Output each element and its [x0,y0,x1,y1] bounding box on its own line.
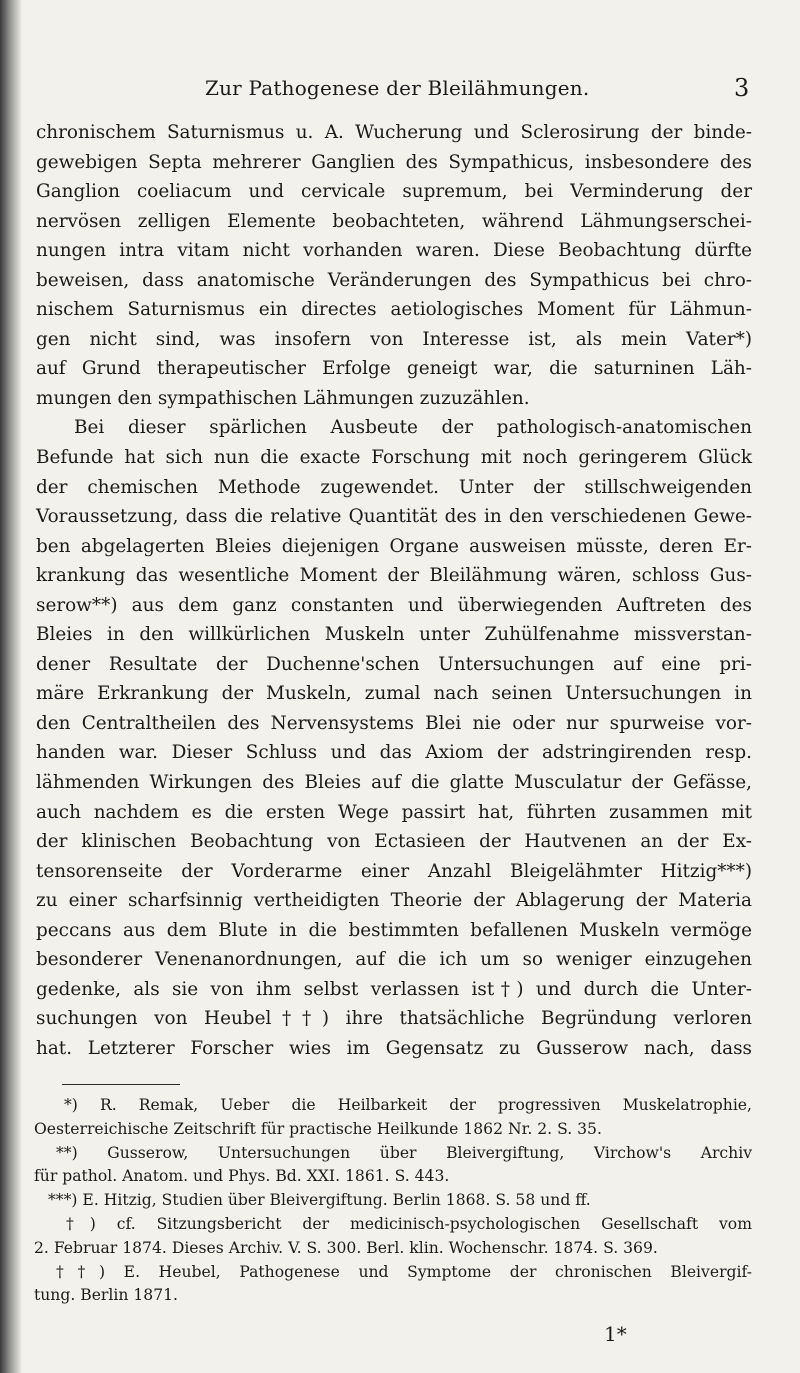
text-line: lähmenden Wirkungen des Bleies auf die glatte Musculatur der Gefässe, [36,772,752,794]
text-line: besonderer Venenanordnungen, auf die ich um so weniger einzugehen [36,949,752,971]
text-line: Befunde hat sich nun die exacte Forschung mit noch geringerem Glück [36,447,752,469]
footnote-line: ††) E. Heubel, Pathogenese und Symptome der chronischen Bleivergif- [56,1262,752,1281]
text-line: gewebigen Septa mehrerer Ganglien des Sympathicus, insbesondere des [36,151,752,173]
text-line: der chemischen Methode zugewendet. Unter der stillschweigenden [36,476,752,498]
text-line: serow**) aus dem ganz constanten und überwiegenden Auftreten des [36,594,752,616]
footnote-line: 2. Februar 1874. Dieses Archiv. V. S. 300. Berl. klin. Wochenschr. 1874. S. 369. [34,1238,658,1257]
page-number: 3 [734,74,750,102]
text-line: mungen den sympathischen Lähmungen zuzuzählen. [36,387,530,409]
footnote-line: tung. Berlin 1871. [34,1286,179,1305]
text-line: krankung das wesentliche Moment der Bleilähmung wären, schloss Gus- [36,565,752,587]
footnote-line: Oesterreichische Zeitschrift für practische Heilkunde 1862 Nr. 2. S. 35. [34,1119,602,1138]
footnote-line: ***) E. Hitzig, Studien über Bleivergiftung. Berlin 1868. S. 58 und ff. [48,1191,591,1210]
footnote-line: *) R. Remak, Ueber die Heilbarkeit der progressiven Muskelatrophie, [64,1096,752,1114]
text-line: auf Grund therapeutischer Erfolge geneigt war, die saturninen Läh- [36,358,752,380]
text-line: ben abgelagerten Bleies diejenigen Organe ausweisen müsste, deren Er- [36,535,752,557]
text-line: Voraussetzung, dass die relative Quantität des in den verschiedenen Gewe- [36,506,752,528]
text-line: gen nicht sind, was insofern von Interesse ist, als mein Vater*) [36,328,752,350]
text-line: hat. Letzterer Forscher wies im Gegensatz zu Gusserow nach, dass [36,1037,752,1059]
text-line: gedenke, als sie von ihm selbst verlassen ist†) und durch die Unter- [36,978,752,1000]
text-line: nungen intra vitam nicht vorhanden waren. Diese Beobachtung dürfte [36,240,752,262]
text-line: chronischem Saturnismus u. A. Wucherung und Sclerosirung der binde- [36,122,752,143]
text-line: dener Resultate der Duchenne'schen Untersuchungen auf eine pri- [36,653,752,675]
text-line: auch nachdem es die ersten Wege passirt hat, führten zusammen mit [36,801,752,823]
text-line: beweisen, dass anatomische Veränderungen des Sympathicus bei chro- [36,269,752,291]
text-line: der klinischen Beobachtung von Ectasieen der Hautvenen an der Ex- [36,831,752,853]
running-head-title: Zur Pathogenese der Bleilähmungen. [205,76,590,100]
text-line: tensorenseite der Vorderarme einer Anzahl Bleigelähmter Hitzig***) [36,860,752,882]
text-line: suchungen von Heubel††) ihre thatsächliche Begründung verloren [36,1008,752,1030]
footnotes [34,1094,752,1308]
footnote-line: für pathol. Anatom. und Phys. Bd. XXI. 1861. S. 443. [34,1167,450,1186]
text-line: Bleies in den willkürlichen Muskeln unter Zuhülfenahme missverstan- [36,624,752,646]
footnote-line: †) cf. Sitzungsbericht der medicinisch-psychologischen Gesellschaft vom [66,1214,752,1233]
footnote-divider [62,1084,180,1085]
text-line: Ganglion coeliacum und cervicale supremum, bei Verminderung der [36,181,752,203]
text-line: zu einer scharfsinnig vertheidigten Theorie der Ablagerung der Materia [36,890,752,912]
footnote-line: **) Gusserow, Untersuchungen über Bleivergiftung, Virchow's Archiv [56,1143,752,1162]
text-line: nischem Saturnismus ein directes aetiologisches Moment für Lähmun- [36,299,752,321]
text-line: märe Erkrankung der Muskeln, zumal nach seinen Untersuchungen in [36,683,752,705]
paragraph-start-line: Bei dieser spärlichen Ausbeute der pathologisch-anatomischen [74,417,752,439]
text-line: peccans aus dem Blute in die bestimmten befallenen Muskeln vermöge [36,919,752,941]
book-spine-shadow [0,0,22,1373]
body-text [36,118,752,1064]
text-line: handen war. Dieser Schluss und das Axiom der adstringirenden resp. [36,742,752,764]
running-head [0,72,800,112]
text-line: nervösen zelligen Elemente beobachteten, während Lähmungserschei- [36,210,752,232]
text-line: den Centraltheilen des Nervensystems Blei nie oder nur spurweise vor- [36,712,752,734]
signature-mark: 1* [604,1322,627,1346]
